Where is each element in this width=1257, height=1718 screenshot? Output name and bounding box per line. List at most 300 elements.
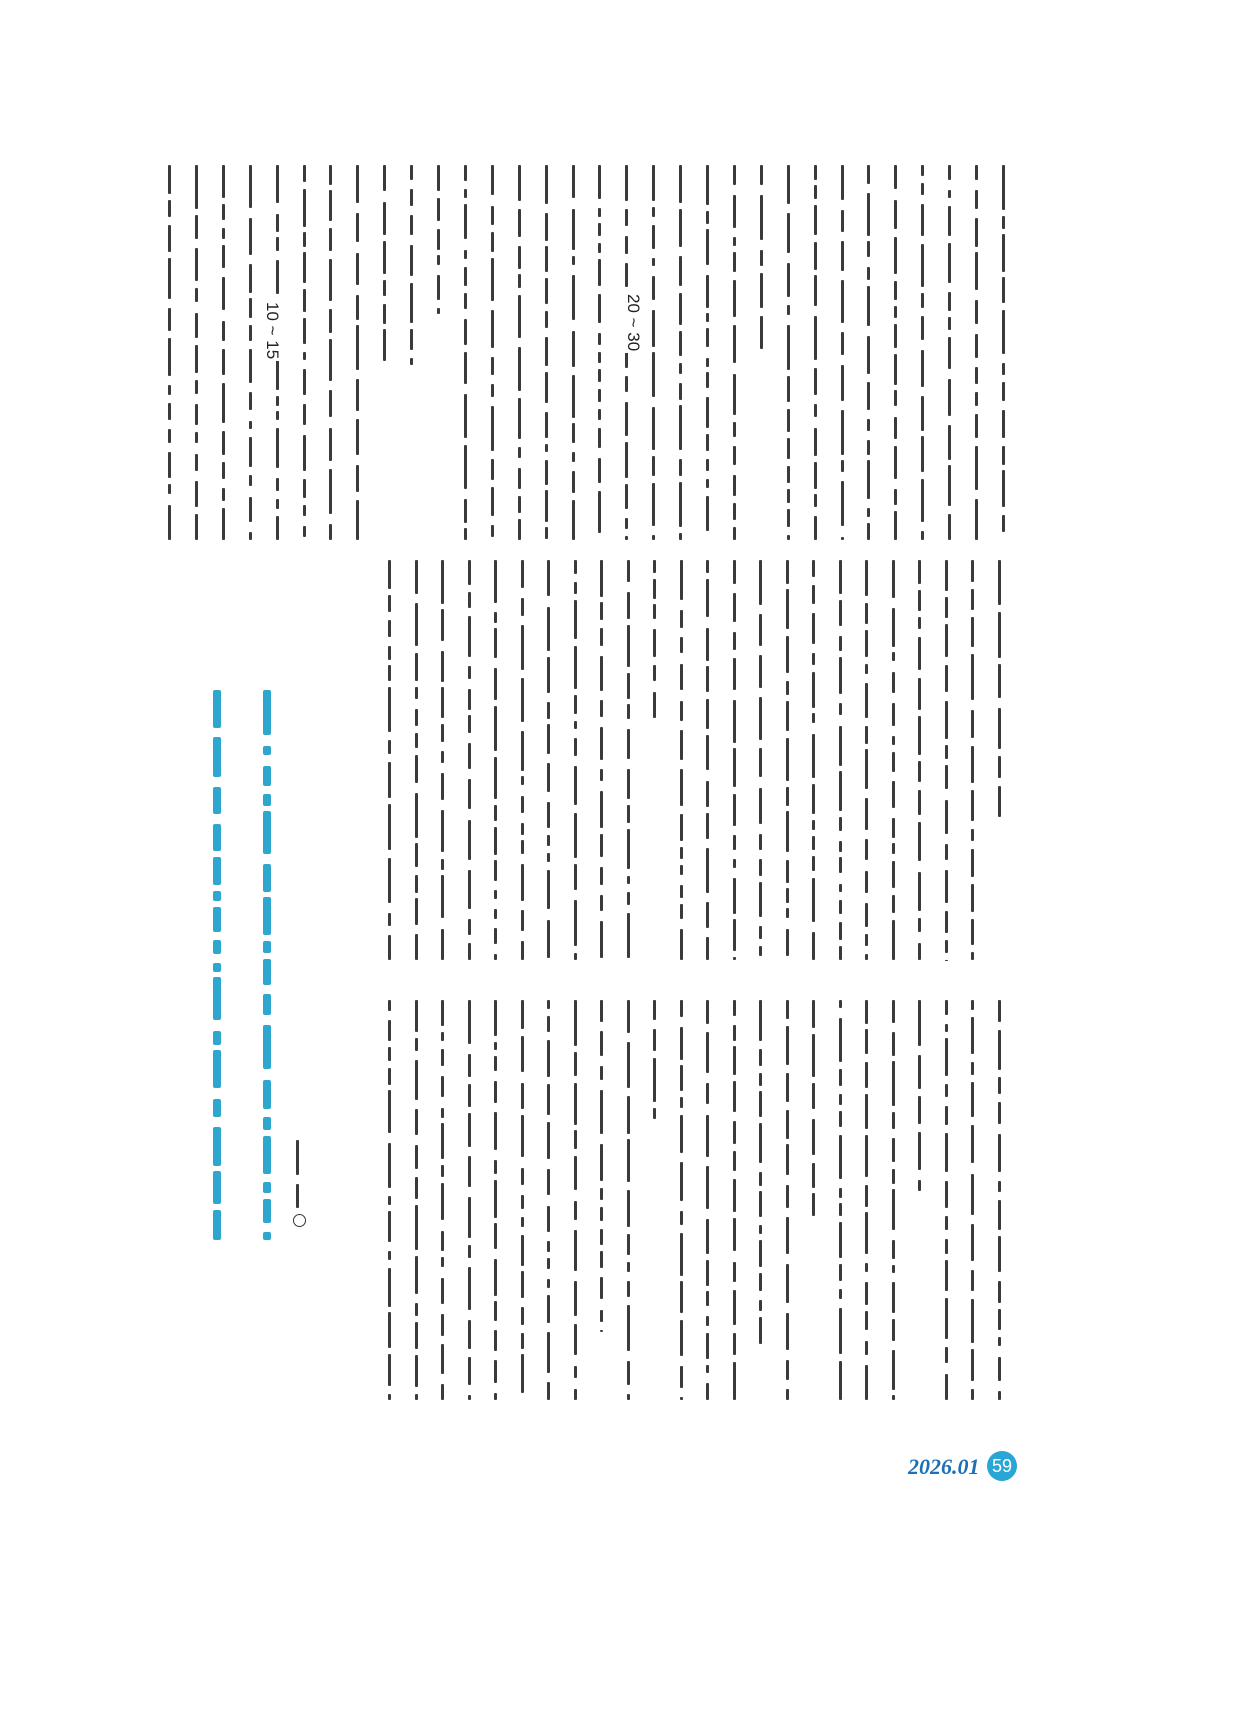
script-word <box>441 1278 444 1304</box>
script-word <box>491 384 494 397</box>
script-word <box>812 1193 815 1216</box>
script-word <box>388 935 391 960</box>
script-word <box>415 843 418 867</box>
script-word <box>195 380 198 394</box>
script-word <box>388 1020 391 1041</box>
script-word <box>839 657 842 694</box>
script-word <box>841 165 844 200</box>
script-word <box>945 1038 948 1076</box>
script-word <box>733 1262 736 1281</box>
script-word <box>918 822 921 861</box>
script-word <box>706 1115 709 1157</box>
script-word <box>213 940 221 955</box>
script-word <box>759 1300 762 1310</box>
script-word <box>303 352 306 360</box>
script-word <box>839 771 842 811</box>
script-word <box>759 1273 762 1291</box>
script-word <box>437 229 440 250</box>
script-word <box>706 781 709 807</box>
script-word <box>814 205 817 235</box>
script-word <box>518 398 521 439</box>
script-word <box>918 918 921 932</box>
script-word <box>867 419 870 431</box>
script-word <box>894 446 897 479</box>
text-line <box>759 1000 762 1400</box>
script-word <box>706 328 709 347</box>
script-word <box>195 215 198 239</box>
script-word <box>600 834 603 857</box>
text-line <box>303 165 306 540</box>
script-word <box>494 1160 497 1174</box>
script-word <box>464 352 467 384</box>
script-word <box>948 514 951 540</box>
script-word <box>921 531 924 540</box>
script-word <box>168 225 171 252</box>
script-word <box>464 528 467 540</box>
script-word <box>494 1330 497 1351</box>
script-word <box>918 1096 921 1124</box>
script-word <box>865 603 868 624</box>
script-word <box>547 1295 550 1323</box>
script-word <box>971 617 974 647</box>
script-word <box>680 610 683 627</box>
script-word <box>653 1058 656 1102</box>
script-word <box>222 277 225 310</box>
script-word <box>733 1151 736 1171</box>
script-word <box>249 165 252 208</box>
script-word <box>600 1330 603 1331</box>
text-line <box>356 165 359 540</box>
script-word <box>759 1225 762 1234</box>
script-word <box>680 1397 683 1400</box>
script-word <box>468 666 471 679</box>
script-word <box>892 818 895 838</box>
script-word <box>263 1182 271 1192</box>
script-word <box>841 365 844 401</box>
script-word <box>213 787 221 814</box>
script-word <box>494 805 497 821</box>
script-word <box>812 1000 815 1028</box>
script-word <box>971 1270 974 1291</box>
script-word <box>547 1279 550 1288</box>
script-word <box>839 1289 842 1299</box>
text-line <box>521 1000 524 1400</box>
script-word <box>545 412 548 439</box>
script-word <box>839 1264 842 1281</box>
script-word <box>356 325 359 370</box>
script-word <box>276 499 279 509</box>
script-word <box>733 794 736 826</box>
script-word <box>521 1354 524 1393</box>
text-line <box>574 560 577 960</box>
script-word <box>441 1108 444 1118</box>
script-word <box>894 417 897 439</box>
text-line <box>547 560 550 960</box>
script-word <box>521 678 524 722</box>
script-word <box>518 519 521 540</box>
script-word <box>249 218 252 254</box>
script-word <box>679 383 682 400</box>
text-line <box>706 165 709 540</box>
script-word <box>706 496 709 531</box>
script-word <box>572 256 575 264</box>
page-number: 59 <box>987 1451 1017 1481</box>
script-word <box>329 524 332 540</box>
script-word <box>574 900 577 945</box>
script-word <box>441 1231 444 1251</box>
script-word <box>706 1032 709 1073</box>
script-word <box>494 1081 497 1103</box>
script-word <box>1002 446 1005 465</box>
script-word <box>812 1034 815 1077</box>
script-word <box>356 379 359 412</box>
script-word <box>410 215 413 235</box>
text-line <box>839 560 842 960</box>
script-word <box>388 665 391 681</box>
script-word <box>998 1309 1001 1330</box>
script-word <box>415 1355 418 1387</box>
script-word <box>627 892 630 905</box>
script-word <box>415 687 418 699</box>
script-word <box>627 1305 630 1351</box>
script-word <box>222 165 225 198</box>
script-word <box>945 940 948 953</box>
text-line <box>733 165 736 540</box>
script-word <box>975 446 978 490</box>
text-line <box>812 560 815 960</box>
script-word <box>574 1130 577 1148</box>
script-word <box>213 1050 221 1088</box>
script-word <box>547 702 550 718</box>
text-line <box>195 165 198 540</box>
script-word <box>441 1123 444 1159</box>
script-word <box>706 358 709 367</box>
script-word <box>574 1052 577 1075</box>
script-word <box>415 653 418 681</box>
script-word <box>468 1320 471 1349</box>
script-word <box>464 293 467 310</box>
script-word <box>415 1205 418 1251</box>
text-line <box>814 165 817 540</box>
script-word <box>733 878 736 914</box>
script-word <box>921 165 924 176</box>
script-word <box>921 479 924 522</box>
script-word <box>547 1169 550 1196</box>
script-word <box>468 779 471 809</box>
script-word <box>759 1049 762 1066</box>
script-word <box>706 229 709 265</box>
script-word <box>276 428 279 468</box>
script-word <box>195 432 198 443</box>
script-word <box>494 1393 497 1400</box>
script-word <box>971 1224 974 1261</box>
script-word <box>867 165 870 184</box>
script-word <box>680 1027 683 1060</box>
script-word <box>491 165 494 195</box>
text-line <box>653 1000 656 1400</box>
script-word <box>1002 470 1005 507</box>
script-word <box>627 1096 630 1134</box>
script-word <box>706 165 709 205</box>
script-word <box>598 428 601 448</box>
script-word <box>356 419 359 456</box>
script-word <box>1002 382 1005 401</box>
script-word <box>625 165 628 201</box>
script-word <box>213 1031 221 1045</box>
script-word <box>867 193 870 236</box>
script-word <box>680 560 683 600</box>
text-line <box>572 165 575 540</box>
script-word <box>759 788 762 824</box>
script-word <box>733 1362 736 1400</box>
script-word <box>464 445 467 489</box>
script-word <box>814 428 817 456</box>
script-word <box>329 165 332 185</box>
script-word <box>388 1312 391 1347</box>
script-word <box>892 1265 895 1273</box>
script-word <box>329 339 332 381</box>
script-word <box>545 490 548 522</box>
script-word <box>680 769 683 806</box>
script-word <box>547 724 550 754</box>
text-line <box>786 560 789 960</box>
text-line <box>787 165 790 540</box>
author-marker-icon <box>293 1214 306 1227</box>
script-word <box>521 823 524 835</box>
script-word <box>468 1267 471 1310</box>
script-word <box>787 438 790 460</box>
script-word <box>437 275 440 300</box>
script-word <box>865 1212 868 1254</box>
script-word <box>521 941 524 960</box>
script-word <box>464 394 467 438</box>
script-word <box>998 1391 1001 1400</box>
script-word <box>948 165 951 180</box>
text-line <box>998 1000 1001 1400</box>
script-word <box>971 919 974 946</box>
script-word <box>786 1026 789 1065</box>
script-word <box>812 585 815 604</box>
script-word <box>547 1332 550 1373</box>
script-word <box>652 456 655 475</box>
script-word <box>168 385 171 396</box>
script-word <box>786 1000 789 1019</box>
script-word <box>356 165 359 203</box>
script-word <box>249 497 252 522</box>
script-word <box>759 1000 762 1041</box>
script-word <box>733 280 736 317</box>
script-word <box>733 252 736 272</box>
script-word <box>945 800 948 835</box>
script-word <box>494 668 497 700</box>
script-word <box>759 882 762 917</box>
script-word <box>918 637 921 670</box>
script-word <box>572 423 575 443</box>
script-word <box>468 560 471 585</box>
script-word <box>388 620 391 638</box>
script-word <box>574 721 577 729</box>
script-word <box>547 1382 550 1400</box>
script-word <box>865 839 868 861</box>
script-word <box>839 922 842 940</box>
script-word <box>945 1106 948 1125</box>
script-word <box>600 1144 603 1182</box>
script-word <box>760 195 763 240</box>
script-word <box>303 232 306 246</box>
script-word <box>998 560 1001 605</box>
script-word <box>733 1025 736 1041</box>
script-word <box>918 761 921 782</box>
script-word <box>329 469 332 514</box>
script-word <box>787 263 790 297</box>
script-word <box>706 211 709 224</box>
script-word <box>627 1190 630 1227</box>
script-word <box>441 724 444 742</box>
script-word <box>547 835 550 846</box>
script-word <box>918 1180 921 1190</box>
script-word <box>998 1134 1001 1172</box>
script-word <box>388 646 391 659</box>
script-word <box>760 316 763 349</box>
script-word <box>625 484 628 509</box>
text-line <box>894 165 897 540</box>
script-word <box>468 715 471 733</box>
script-word <box>759 946 762 957</box>
script-word <box>892 703 895 726</box>
script-word <box>494 1223 497 1249</box>
script-word <box>572 275 575 321</box>
script-word <box>759 560 762 605</box>
script-word <box>892 752 895 772</box>
script-word <box>759 1073 762 1086</box>
script-word <box>786 589 789 629</box>
script-word <box>839 884 842 892</box>
script-word <box>195 313 198 338</box>
script-word <box>494 560 497 603</box>
script-word <box>276 214 279 232</box>
text-line <box>518 165 521 540</box>
script-word <box>213 690 221 728</box>
script-word <box>839 1361 842 1400</box>
script-word <box>948 425 951 459</box>
script-word <box>491 310 494 348</box>
script-word <box>627 560 630 582</box>
script-word <box>468 1000 471 1044</box>
script-word <box>383 202 386 235</box>
text-line <box>892 560 895 960</box>
script-word <box>518 274 521 287</box>
script-word <box>786 811 789 852</box>
script-word <box>600 656 603 691</box>
script-word <box>195 514 198 540</box>
script-word <box>303 435 306 470</box>
script-word <box>998 664 1001 698</box>
script-word <box>468 689 471 710</box>
script-word <box>356 253 359 285</box>
script-word <box>437 165 440 191</box>
script-word <box>812 856 815 871</box>
text-line <box>945 1000 948 1400</box>
text-line <box>975 165 978 540</box>
inline-number-range: 10 ~ 15 <box>263 302 282 360</box>
script-word <box>921 396 924 430</box>
script-word <box>222 462 225 479</box>
script-word <box>521 864 524 901</box>
script-word <box>222 488 225 501</box>
script-word <box>494 1112 497 1150</box>
script-word <box>521 796 524 813</box>
script-word <box>652 276 655 300</box>
script-word <box>652 207 655 216</box>
script-word <box>971 589 974 610</box>
text-line <box>627 560 630 960</box>
script-word <box>706 813 709 839</box>
script-word <box>213 891 221 901</box>
script-word <box>329 309 332 333</box>
script-word <box>706 579 709 617</box>
script-word <box>971 1349 974 1381</box>
script-word <box>222 508 225 540</box>
text-line <box>918 1000 921 1400</box>
script-word <box>494 1056 497 1071</box>
script-word <box>521 731 524 771</box>
script-word <box>574 1389 577 1400</box>
script-word <box>1002 515 1005 532</box>
script-word <box>410 189 413 206</box>
script-word <box>918 590 921 611</box>
text-line <box>521 560 524 960</box>
script-word <box>213 963 221 973</box>
script-word <box>415 1145 418 1169</box>
script-word <box>892 652 895 661</box>
script-word <box>1002 234 1005 272</box>
script-word <box>410 245 413 276</box>
script-word <box>383 165 386 191</box>
script-word <box>494 628 497 658</box>
script-word <box>892 1282 895 1313</box>
script-word <box>680 1097 683 1108</box>
script-word <box>945 765 948 789</box>
script-word <box>971 884 974 912</box>
script-word <box>441 1165 444 1177</box>
script-word <box>865 1365 868 1400</box>
script-word <box>468 1395 471 1400</box>
script-word <box>388 913 391 925</box>
script-word <box>491 459 494 480</box>
text-line <box>441 560 444 960</box>
script-word <box>653 579 656 599</box>
text-line <box>786 1000 789 1400</box>
script-word <box>600 628 603 646</box>
text-line <box>812 1000 815 1400</box>
script-word <box>598 259 601 286</box>
script-word <box>627 673 630 699</box>
script-word <box>574 582 577 594</box>
script-word <box>679 209 682 247</box>
script-word <box>652 483 655 525</box>
script-word <box>572 500 575 540</box>
script-word <box>706 1291 709 1306</box>
script-word <box>680 929 683 960</box>
script-word <box>600 895 603 910</box>
script-word <box>865 798 868 830</box>
script-word <box>733 700 736 743</box>
script-word <box>680 1115 683 1153</box>
script-word <box>680 865 683 875</box>
script-word <box>545 527 548 538</box>
script-word <box>759 859 762 877</box>
script-word <box>894 237 897 274</box>
